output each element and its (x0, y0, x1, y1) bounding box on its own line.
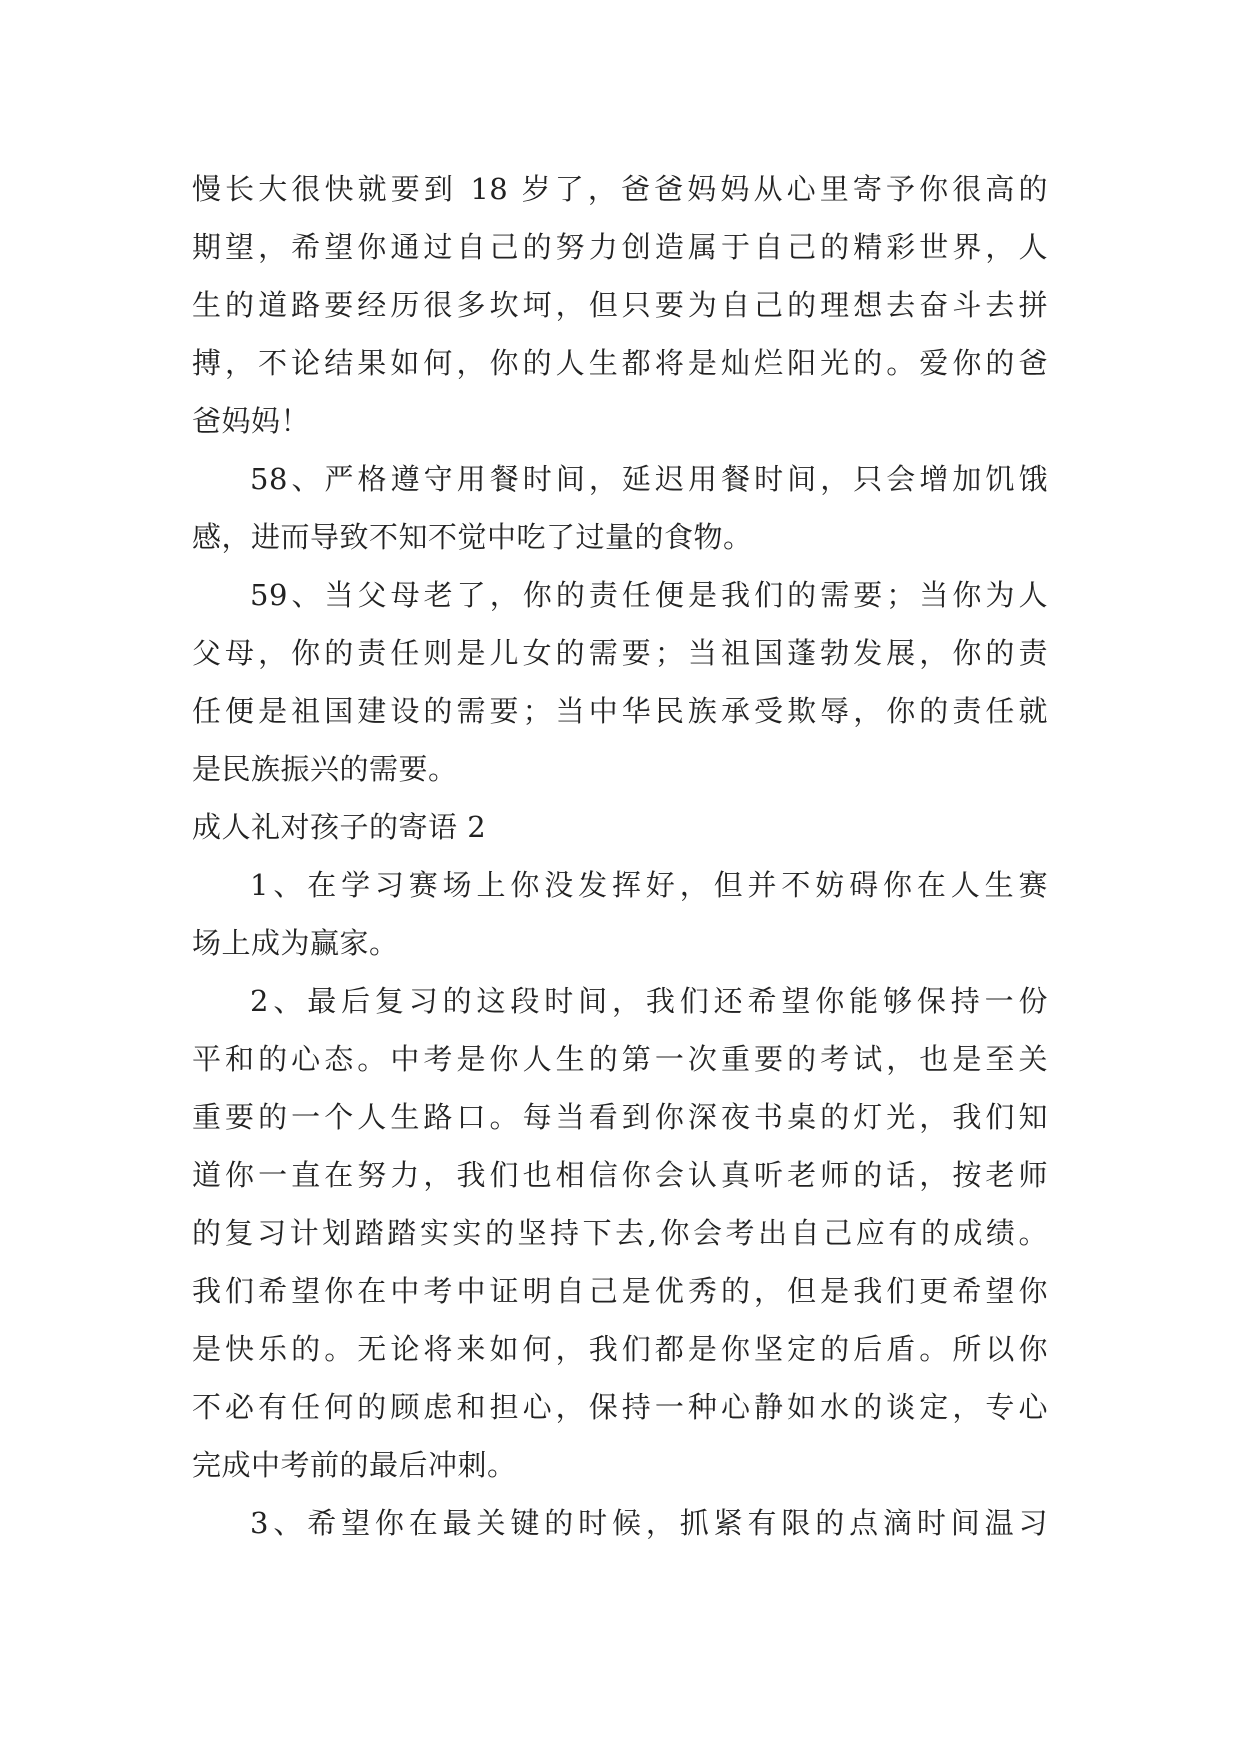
text-line: 完成中考前的最后冲刺。 (192, 1448, 517, 1482)
text-line: 1、在学习赛场上你没发挥好，但并不妨碍你在人生赛 (250, 868, 1048, 902)
paragraph-intro (192, 160, 1048, 450)
paragraph-58 (192, 450, 1048, 566)
text-line: 重要的一个人生路口。每当看到你深夜书桌的灯光，我们知 (192, 1100, 1048, 1134)
text-line: 生的道路要经历很多坎坷，但只要为自己的理想去奋斗去拼 (192, 288, 1048, 322)
text-line: 慢长大很快就要到 18 岁了，爸爸妈妈从心里寄予你很高的 (192, 172, 1048, 206)
section-heading: 成人礼对孩子的寄语 2 (192, 810, 487, 844)
text-line: 父母，你的责任则是儿女的需要；当祖国蓬勃发展，你的责 (192, 636, 1048, 670)
text-line: 58、严格遵守用餐时间，延迟用餐时间，只会增加饥饿 (250, 462, 1048, 496)
text-line: 爸妈妈！ (192, 404, 311, 438)
paragraph-item-1 (192, 856, 1048, 972)
text-line: 3、希望你在最关键的时候，抓紧有限的点滴时间温习 (250, 1506, 1048, 1540)
text-line: 59、当父母老了，你的责任便是我们的需要；当你为人 (250, 578, 1048, 612)
text-line: 是快乐的。无论将来如何，我们都是你坚定的后盾。所以你 (192, 1332, 1048, 1366)
document-page (192, 160, 1048, 1552)
text-line: 是民族振兴的需要。 (192, 752, 458, 786)
paragraph-item-2 (192, 972, 1048, 1494)
paragraph-59 (192, 566, 1048, 798)
text-line: 场上成为赢家。 (192, 926, 399, 960)
text-line: 道你一直在努力，我们也相信你会认真听老师的话，按老师 (192, 1158, 1048, 1192)
text-line: 期望，希望你通过自己的努力创造属于自己的精彩世界，人 (192, 230, 1048, 264)
paragraph-item-3 (192, 1494, 1048, 1552)
text-line: 我们希望你在中考中证明自己是优秀的，但是我们更希望你 (192, 1274, 1048, 1308)
text-line: 任便是祖国建设的需要；当中华民族承受欺辱，你的责任就 (192, 694, 1048, 728)
text-line: 2、最后复习的这段时间，我们还希望你能够保持一份 (250, 984, 1048, 1018)
text-line: 感，进而导致不知不觉中吃了过量的食物。 (192, 520, 753, 554)
text-line: 搏，不论结果如何，你的人生都将是灿烂阳光的。爱你的爸 (192, 346, 1048, 380)
text-line: 的复习计划踏踏实实的坚持下去,你会考出自己应有的成绩。 (192, 1216, 1048, 1250)
text-line: 不必有任何的顾虑和担心，保持一种心静如水的谈定，专心 (192, 1390, 1048, 1424)
text-line: 平和的心态。中考是你人生的第一次重要的考试，也是至关 (192, 1042, 1048, 1076)
